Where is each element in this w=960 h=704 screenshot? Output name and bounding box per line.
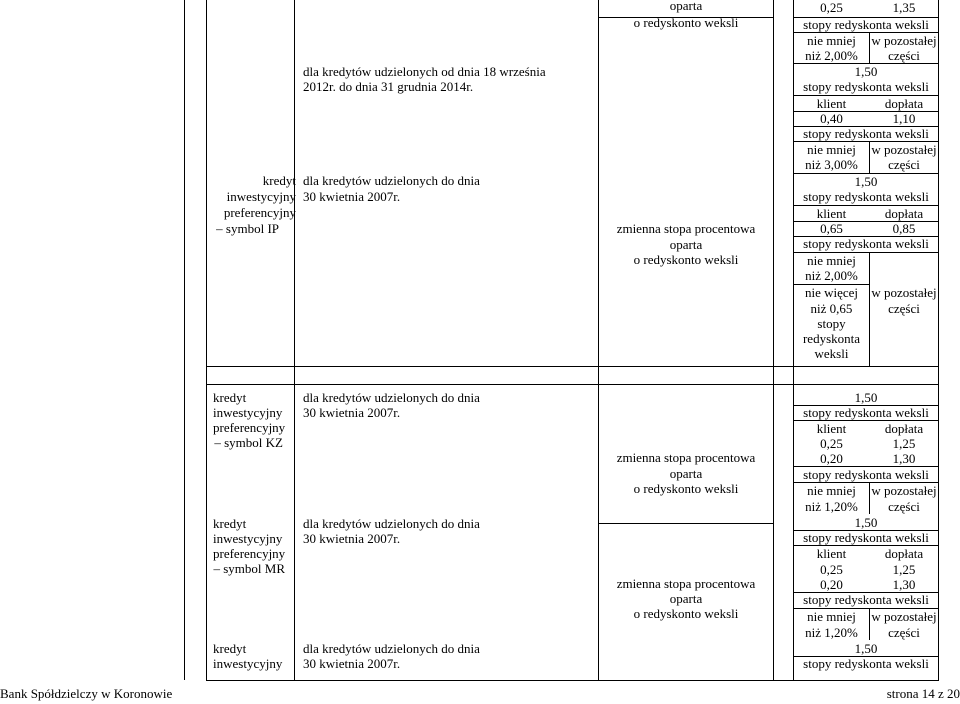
margin-basis: stopy redyskonta weksli: [803, 236, 929, 251]
margin-value: 1,50: [854, 515, 878, 530]
credit-type-line: kredyt: [213, 516, 247, 531]
scope-line: dla kredytów udzielonych do dnia: [303, 173, 480, 188]
margin-condition: redyskonta: [802, 331, 861, 346]
credit-type-line: inwestycyjny: [213, 656, 283, 671]
credit-type-line: preferencyjny: [213, 420, 286, 435]
credit-type-line: kredyt: [262, 173, 296, 188]
margin-value: 1,10: [892, 111, 916, 126]
margin-value: 0,20: [820, 577, 843, 592]
scope-line: dla kredytów udzielonych do dnia: [303, 641, 480, 656]
margin-condition: stopy: [817, 316, 846, 331]
credit-type-line: inwestycyjny: [213, 531, 283, 546]
margin-condition: nie mniej: [807, 609, 856, 624]
credit-type-line: – symbol MR: [213, 561, 285, 576]
margin-basis: stopy redyskonta weksli: [803, 79, 929, 94]
margin-value: 0,20: [820, 451, 843, 466]
margin-header: dopłata: [884, 96, 924, 111]
margin-condition: nie mniej: [807, 253, 856, 268]
scope-line: 30 kwietnia 2007r.: [303, 189, 401, 204]
margin-value: 1,50: [854, 174, 878, 189]
scope-line: dla kredytów udzielonych do dnia: [303, 516, 480, 531]
margin-value: 0,85: [892, 221, 916, 236]
margin-basis: stopy redyskonta weksli: [803, 530, 929, 545]
scope-line: 30 kwietnia 2007r.: [303, 531, 401, 546]
margin-condition: nie mniej: [807, 483, 856, 498]
rate-line: oparta: [669, 237, 703, 252]
margin-value: 1,50: [854, 641, 878, 656]
rate-line: o redyskonto weksli: [633, 606, 739, 621]
margin-value: 1,50: [854, 64, 878, 79]
margin-value: 0,25: [820, 436, 843, 451]
margin-header: klient: [816, 421, 847, 436]
margin-condition: niż 2,00%: [805, 268, 858, 283]
rate-line: zmienna stopa procentowa: [616, 576, 756, 591]
margin-condition: weksli: [814, 346, 849, 361]
margin-basis: stopy redyskonta weksli: [803, 656, 929, 671]
margin-value: 1,50: [854, 390, 878, 405]
margin-condition: w pozostałej: [871, 483, 937, 498]
margin-value: 1,30: [892, 451, 916, 466]
table-border-right: [938, 0, 939, 680]
margin-value: 0,25: [820, 562, 843, 577]
credit-type-line: – symbol KZ: [214, 435, 283, 450]
margin-condition: nie mniej: [807, 142, 856, 157]
margin-condition: niż 2,00%: [805, 48, 858, 63]
margin-value: 1,25: [892, 436, 916, 451]
scope-line: 30 kwietnia 2007r.: [303, 405, 401, 420]
margin-value: 1,35: [892, 0, 916, 15]
column-divider: [773, 0, 774, 680]
margin-condition: nie więcej: [804, 285, 859, 300]
footer-page-number: strona 14 z 20: [886, 686, 960, 701]
margin-basis: stopy redyskonta weksli: [803, 17, 929, 32]
margin-basis: stopy redyskonta weksli: [803, 467, 929, 482]
margin-condition: części: [888, 48, 920, 63]
margin-header: dopłata: [884, 206, 924, 221]
margin-basis: stopy redyskonta weksli: [803, 189, 929, 204]
credit-type-line: inwestycyjny: [226, 189, 296, 204]
rate-line: zmienna stopa procentowa: [616, 221, 756, 236]
scope-line: dla kredytów udzielonych do dnia: [303, 390, 480, 405]
margin-condition: nie mniej: [807, 33, 856, 48]
margin-header: dopłata: [884, 421, 924, 436]
margin-condition: niż 1,20%: [805, 625, 858, 640]
rate-line: oparta: [669, 466, 703, 481]
margin-condition: części: [888, 301, 920, 316]
margin-header: dopłata: [884, 546, 924, 561]
row-divider: [206, 366, 939, 367]
margin-header: klient: [816, 546, 847, 561]
margin-condition: w pozostałej: [871, 33, 937, 48]
rate-split-divider: [598, 523, 774, 524]
margin-basis: stopy redyskonta weksli: [803, 405, 929, 420]
margin-value: 0,65: [820, 221, 843, 236]
margin-condition: niż 1,20%: [805, 499, 858, 514]
scope-line: dla kredytów udzielonych od dnia 18 września: [303, 64, 546, 79]
margin-value: 0,25: [820, 0, 843, 15]
margin-condition: w pozostałej: [871, 285, 937, 300]
rate-line: o redyskonto weksli: [633, 15, 739, 30]
margin-header: klient: [816, 206, 847, 221]
rate-line: oparta: [669, 0, 703, 13]
rate-line: o redyskonto weksli: [633, 252, 739, 267]
row-divider: [206, 384, 939, 385]
margin-condition: w pozostałej: [871, 609, 937, 624]
margin-condition: części: [888, 499, 920, 514]
scope-line: 2012r. do dnia 31 grudnia 2014r.: [303, 79, 474, 94]
rate-line: o redyskonto weksli: [633, 481, 739, 496]
margin-condition: w pozostałej: [871, 142, 937, 157]
margin-condition: części: [888, 625, 920, 640]
column-divider: [294, 0, 295, 680]
rate-line: zmienna stopa procentowa: [616, 450, 756, 465]
margin-value: 1,30: [892, 577, 916, 592]
footer-bank-name: Bank Spółdzielczy w Koronowie: [0, 686, 173, 701]
margin-header: klient: [816, 96, 847, 111]
credit-type-line: – symbol IP: [216, 221, 279, 236]
margin-basis: stopy redyskonta weksli: [803, 592, 929, 607]
credit-type-line: preferencyjny: [223, 205, 296, 220]
margin-basis: stopy redyskonta weksli: [803, 126, 929, 141]
margin-condition: niż 0,65: [810, 301, 853, 316]
scope-line: 30 kwietnia 2007r.: [303, 656, 401, 671]
margin-value: 0,40: [820, 111, 843, 126]
credit-type-line: kredyt: [213, 390, 247, 405]
column-divider: [206, 0, 207, 680]
margin-condition: niż 3,00%: [805, 157, 858, 172]
credit-type-line: kredyt: [213, 641, 247, 656]
credit-type-line: preferencyjny: [213, 546, 286, 561]
row-divider: [206, 680, 939, 681]
rate-line: oparta: [669, 591, 703, 606]
margin-condition: części: [888, 157, 920, 172]
credit-type-line: inwestycyjny: [213, 405, 283, 420]
margin-value: 1,25: [892, 562, 916, 577]
table-border-left: [184, 0, 185, 680]
